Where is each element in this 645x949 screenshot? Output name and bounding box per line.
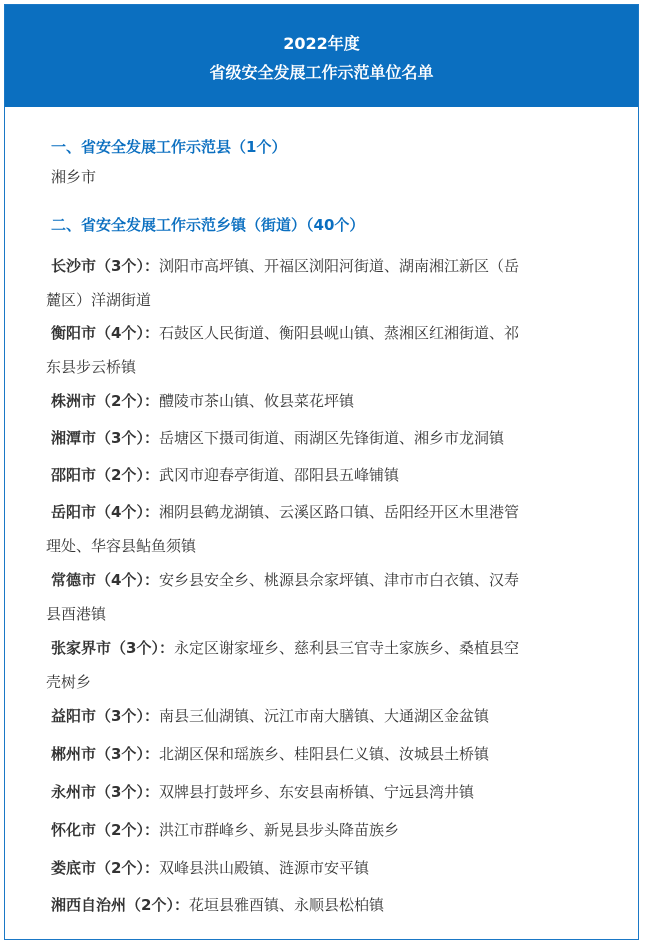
city-label: 郴州市（3个）： — [51, 745, 159, 763]
entry-text: 南县三仙湖镇、沅江市南大膳镇、大通湖区金盆镇 — [158, 707, 489, 725]
city-label: 邵阳市（2个）： — [51, 466, 159, 484]
list-item — [51, 775, 631, 809]
entry-text: 岳塘区下摄司街道、雨湖区先锋街道、湘乡市龙洞镇 — [158, 429, 504, 447]
city-label: 长沙市（3个）： — [51, 257, 159, 275]
list-item — [51, 737, 631, 771]
list-item — [51, 384, 631, 418]
entry-text-cont: 壳树乡 — [46, 673, 92, 691]
city-label: 怀化市（2个）： — [51, 821, 159, 839]
entry-text: 浏阳市高坪镇、开福区浏阳河街道、湖南湘江新区（岳 — [158, 257, 519, 275]
entry-text-cont: 理处、华容县鲇鱼须镇 — [46, 537, 197, 555]
entry-text: 北湖区保和瑶族乡、桂阳县仁义镇、汝城县土桥镇 — [158, 745, 489, 763]
section1-county: 湘乡市 — [51, 168, 97, 186]
list-item — [51, 699, 631, 733]
document-frame — [4, 4, 639, 940]
entry-text-cont: 县酉港镇 — [46, 605, 107, 623]
list-item — [51, 813, 631, 847]
list-item — [46, 495, 631, 563]
entry-text: 湘阴县鹤龙湖镇、云溪区路口镇、岳阳经开区木里港管 — [158, 503, 519, 521]
entry-text: 醴陵市茶山镇、攸县菜花坪镇 — [158, 392, 354, 410]
city-label: 张家界市（3个）： — [51, 639, 174, 657]
list-item — [46, 316, 631, 384]
list-item — [46, 631, 631, 699]
list-item — [46, 249, 631, 317]
entry-text: 双峰县洪山殿镇、涟源市安平镇 — [158, 859, 369, 877]
entry-text: 双牌县打鼓坪乡、东安县南桥镇、宁远县湾井镇 — [158, 783, 474, 801]
list-item — [46, 563, 631, 631]
city-label: 湘西自治州（2个）： — [51, 896, 189, 914]
city-label: 株洲市（2个）： — [51, 392, 159, 410]
entry-text: 武冈市迎春亭街道、邵阳县五峰铺镇 — [158, 466, 399, 484]
list-item — [51, 851, 631, 885]
city-label: 常德市（4个）： — [51, 571, 159, 589]
section2-title: 二、省安全发展工作示范乡镇（街道）（40个） — [51, 216, 365, 234]
entry-text-cont: 东县步云桥镇 — [46, 358, 137, 376]
entry-text: 永定区谢家垭乡、慈利县三官寺土家族乡、桑植县空 — [173, 639, 519, 657]
city-label: 益阳市（3个）： — [51, 707, 159, 725]
entry-text: 花垣县雅酉镇、永顺县松柏镇 — [188, 896, 384, 914]
city-label: 湘潭市（3个）： — [51, 429, 159, 447]
city-label: 永州市（3个）： — [51, 783, 159, 801]
section1-title: 一、省安全发展工作示范县（1个） — [51, 138, 287, 156]
city-label: 娄底市（2个）： — [51, 859, 159, 877]
title-year: 2022年度 — [283, 34, 360, 53]
entry-text: 石鼓区人民街道、衡阳县岘山镇、蒸湘区红湘街道、祁 — [158, 324, 519, 342]
city-label: 岳阳市（4个）： — [51, 503, 159, 521]
entry-text-cont: 麓区）洋湖街道 — [46, 291, 152, 309]
city-label: 衡阳市（4个）： — [51, 324, 159, 342]
entry-text: 安乡县安全乡、桃源县佘家坪镇、津市市白衣镇、汉寿 — [158, 571, 519, 589]
title-main: 省级安全发展工作示范单位名单 — [209, 63, 434, 82]
list-item — [51, 888, 631, 922]
title-banner — [5, 5, 638, 107]
entry-text: 洪江市群峰乡、新晃县步头降苗族乡 — [158, 821, 399, 839]
list-item — [51, 458, 631, 492]
list-item — [51, 421, 631, 455]
